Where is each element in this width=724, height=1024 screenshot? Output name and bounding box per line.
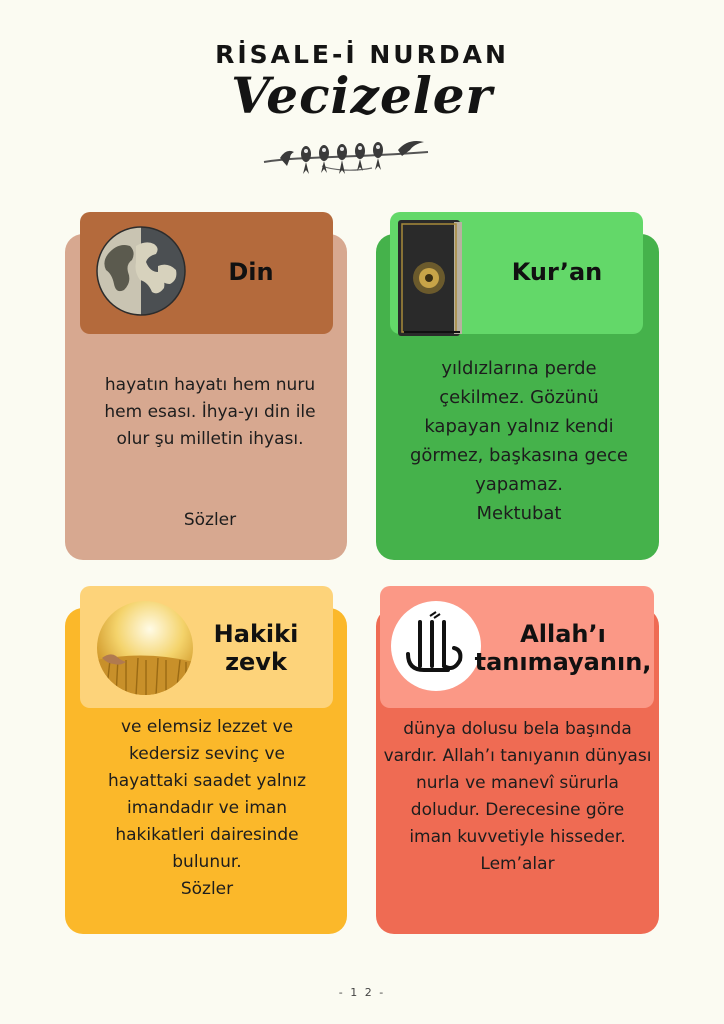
card-text: yıldızlarına perde çekilmez. Gözünü kapayan yalnız kendi görmez, başkasına gece yapamaz. Mektubat: [409, 358, 628, 524]
quran-book-icon: [394, 214, 466, 346]
allah-calligraphy-icon: [390, 600, 482, 692]
card-title: Hakiki zevk: [213, 620, 299, 676]
header-kicker: RİSALE-İ NURDAN: [215, 40, 509, 69]
card-title: Allah’ı tanımayanın,: [474, 620, 652, 676]
card-text: dünya dolusu bela başında vardır. Allah’ı tanıyanın dünyası nurla ve manevî sürurla doludur. Derecesine göre iman kuvvetiyle hisseder. Lem’alar: [383, 719, 652, 874]
swallows-on-branch-icon: [262, 132, 430, 180]
page-number: - 1 2 -: [338, 986, 386, 999]
card-title: Din: [228, 258, 274, 286]
globe-icon: [96, 226, 186, 316]
page-title: Vecizeler: [231, 66, 493, 125]
card-text: ve elemsiz lezzet ve kedersiz sevinç ve hayattaki saadet yalnız imandadır ve iman hakikatleri dairesinde bulunur. Sözler: [107, 717, 307, 899]
card-title: Kur’an: [511, 258, 603, 286]
card-text: hayatın hayatı hem nuru hem esası. İhya-yı din ile olur şu milletin ihyası. Sözler: [104, 375, 316, 530]
wheat-field-icon: [96, 600, 194, 696]
